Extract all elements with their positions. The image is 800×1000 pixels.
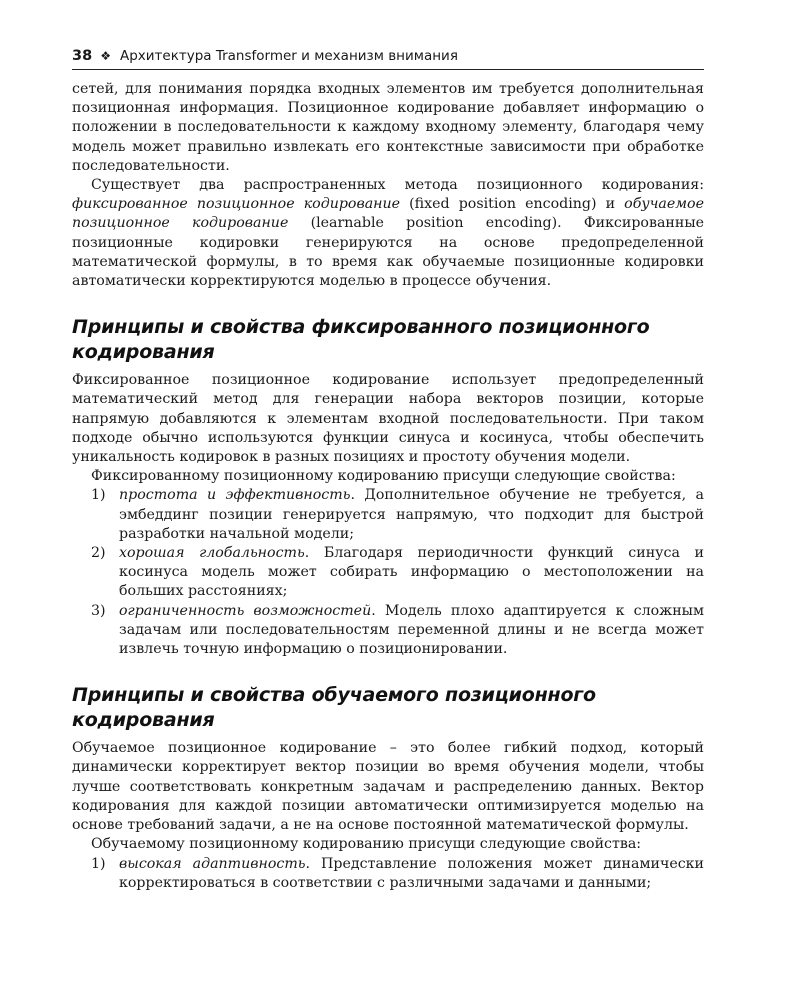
section2-paragraph-1: Обучаемое позиционное кодирование – это более гибкий подход, который динамически корректирует вектор позиции во время обучения модели, чтобы лучше соответствовать конкретным задачам и распределению данных. Вектор кодирования для каждой позиции автоматически оптимизируется моделью на основе требований задачи, а не на основе постоянной математической формулы. [72, 740, 704, 834]
section-heading-fixed: Принципы и свойства фиксированного позиционного кодирования [72, 316, 650, 364]
list-item-text: . Модель плохо адаптируется к сложным задачам или последовательностям переменной длины и не всегда может извлечь точную информацию о позиционировании. [119, 602, 704, 658]
list-item [72, 486, 704, 544]
list-item-text: . Представление положения может динамически корректироваться в соответствии с различными задачами и данными; [119, 855, 704, 891]
page-number: 38 [72, 48, 93, 64]
book-page [72, 48, 704, 893]
diamond-separator-icon: ❖ [100, 49, 111, 63]
list-item-number: 1) [91, 487, 106, 504]
list-item-text: . Дополнительное обучение не требуется, а эмбеддинг позиции генерируется напрямую, что подходит для быстрой разработки начальной модели; [119, 487, 704, 542]
section1-paragraph-2: Фиксированному позиционному кодированию присущи следующие свойства: [91, 468, 676, 485]
section2-properties-list [72, 855, 704, 893]
list-item-text: . Благодаря периодичности функций синуса и косинуса модель может собирать информацию о местоположении на больших расстояниях; [119, 545, 704, 600]
intro-p2-text-c: (learnable position encoding). Фиксированные позиционные кодировки генерируются на основе предопределенной математической формулы, в то время как обучаемые позиционные кодировки автоматически корректируются моделью в процессе обучения. [72, 215, 705, 290]
section-heading-learnable: Принципы и свойства обучаемого позиционного кодирования [72, 684, 596, 732]
list-item [72, 544, 704, 602]
chapter-title: Архитектура Transformer и механизм внимания [119, 48, 458, 64]
list-item-number: 2) [91, 545, 106, 562]
term-fixed-encoding: фиксированное позиционное кодирование [72, 196, 401, 213]
section2-paragraph-2: Обучаемому позиционному кодированию присущи следующие свойства: [91, 836, 642, 853]
page-body [72, 80, 704, 893]
intro-p2-text-a: Существует два распространенных метода позиционного кодирования: [91, 177, 704, 194]
list-item-term: ограниченность возможностей [119, 602, 372, 619]
list-item-term: высокая адаптивность [119, 855, 306, 872]
intro-paragraph-2 [72, 176, 704, 291]
list-item-number: 3) [91, 602, 106, 619]
list-item-term: хорошая глобальность [119, 545, 305, 562]
term-learnable-encoding: обучаемое позиционное кодирование [72, 196, 704, 232]
list-item [72, 855, 704, 893]
intro-p2-text-b: (fixed position encoding) и [400, 196, 625, 213]
section1-paragraph-1: Фиксированное позиционное кодирование использует предопределенный математический метод для генерации набора векторов позиции, которые напрямую добавляются к элементам входной последовательности. При таком подходе обычно используются функции синуса и косинуса, чтобы обеспечить уникальность кодировок в разных позициях и простоту обучения модели. [72, 372, 704, 466]
list-item-number: 1) [91, 855, 106, 872]
section1-properties-list [72, 486, 704, 659]
list-item-term: простота и эффективность [119, 487, 351, 504]
intro-paragraph-1: сетей, для понимания порядка входных элементов им требуется дополнительная позиционная информация. Позиционное кодирование добавляет информацию о положении в последовательности к каждому входному элементу, благодаря чему модель может правильно извлекать его контекстные зависимости при обработке последовательности. [72, 81, 704, 174]
running-header [72, 48, 704, 70]
list-item [72, 602, 704, 660]
